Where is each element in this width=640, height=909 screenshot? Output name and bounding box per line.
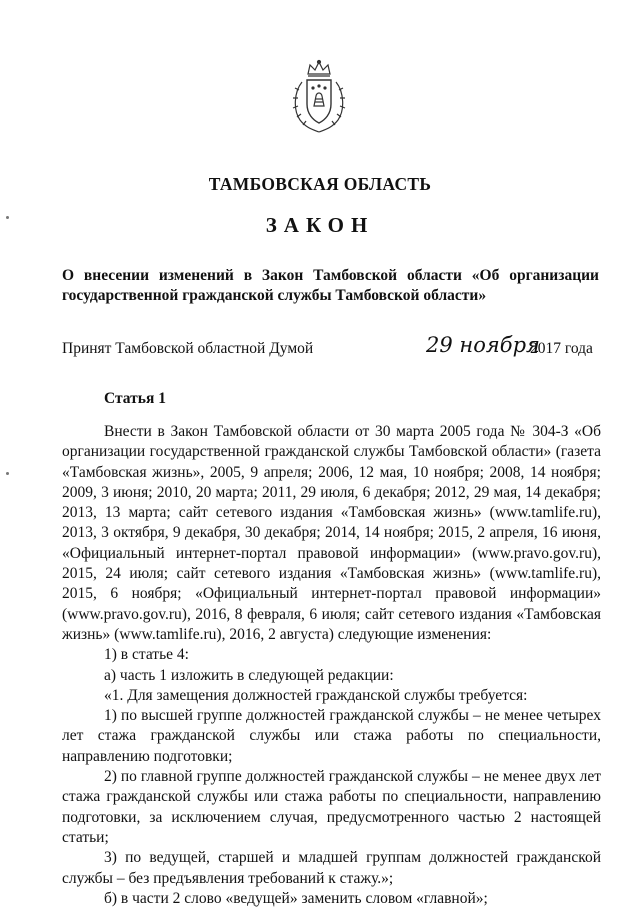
article-title: Статья 1 [104, 390, 166, 407]
law-subject: О внесении изменений в Закон Тамбовской области «Об организации государственной гражданской службы Тамбовской области» [62, 267, 599, 304]
paragraph: 1) в статье 4: [104, 646, 189, 664]
paragraph: Внести в Закон Тамбовской области от 30 марта 2005 года № 304-З «Об организации государственной гражданской службы Тамбовской области» (газета «Тамбовская жизнь», 2005, 9 апреля; 2006, 12 мая, 10 ноября; 2008, 14 ноября; 2009, 3 июня; 2010, 20 марта; 2011, 29 июля, 6 декабря; 2012, 29 мая, 14 декабря; 2013, 13 марта; сайт сетевого издания «Тамбовская жизнь» (www.tamlife.ru), 2013, 3 октября, 9 декабря, 30 декабря; 2014, 14 ноября; 2015, 2 апреля, 16 июня, «Официальный интернет-портал правовой информации» (www.pravo.gov.ru), 2015, 24 июля; сайт сетевого издания «Тамбовская жизнь» (www.tamlife.ru), 2015, 6 ноября; «Официальный интернет-портал правовой информации» (www.pravo.gov.ru), 2016, 8 февраля, 6 июля; сайт сетевого издания «Тамбовская жизнь» (www.tamlife.ru), 2016, 2 августа) следующие изменения: [62, 423, 601, 643]
adoption-label: Принят Тамбовской областной Думой [62, 340, 314, 357]
article-body [62, 422, 601, 909]
document-type: ЗАКОН [265, 213, 375, 237]
adoption-year: 2017 года [530, 340, 593, 357]
paragraph: 1) по высшей группе должностей гражданской службы – не менее четырех лет стажа гражданской службы или стажа работы по специальности, направлению подготовки; [62, 707, 601, 765]
paragraph: а) часть 1 изложить в следующей редакции: [104, 666, 394, 684]
region-title: ТАМБОВСКАЯ ОБЛАСТЬ [208, 174, 432, 194]
paragraph: б) в части 2 слово «ведущей» заменить словом «главной»; [104, 889, 488, 907]
paragraph: «1. Для замещения должностей гражданской службы требуется: [104, 686, 528, 704]
scan-mark [6, 472, 9, 475]
coat-of-arms-icon [288, 58, 350, 134]
adoption-date-handwritten: 29 ноября [426, 333, 540, 357]
paragraph: 3) по ведущей, старшей и младшей группам должностей гражданской службы – без предъявления требований к стажу.»; [62, 849, 601, 887]
paragraph: 2) по главной группе должностей гражданской службы – не менее двух лет стажа гражданской службы или стажа работы по специальности, направлению подготовки, за исключением случая, предусмотренного частью 2 настоящей статьи; [62, 768, 601, 846]
